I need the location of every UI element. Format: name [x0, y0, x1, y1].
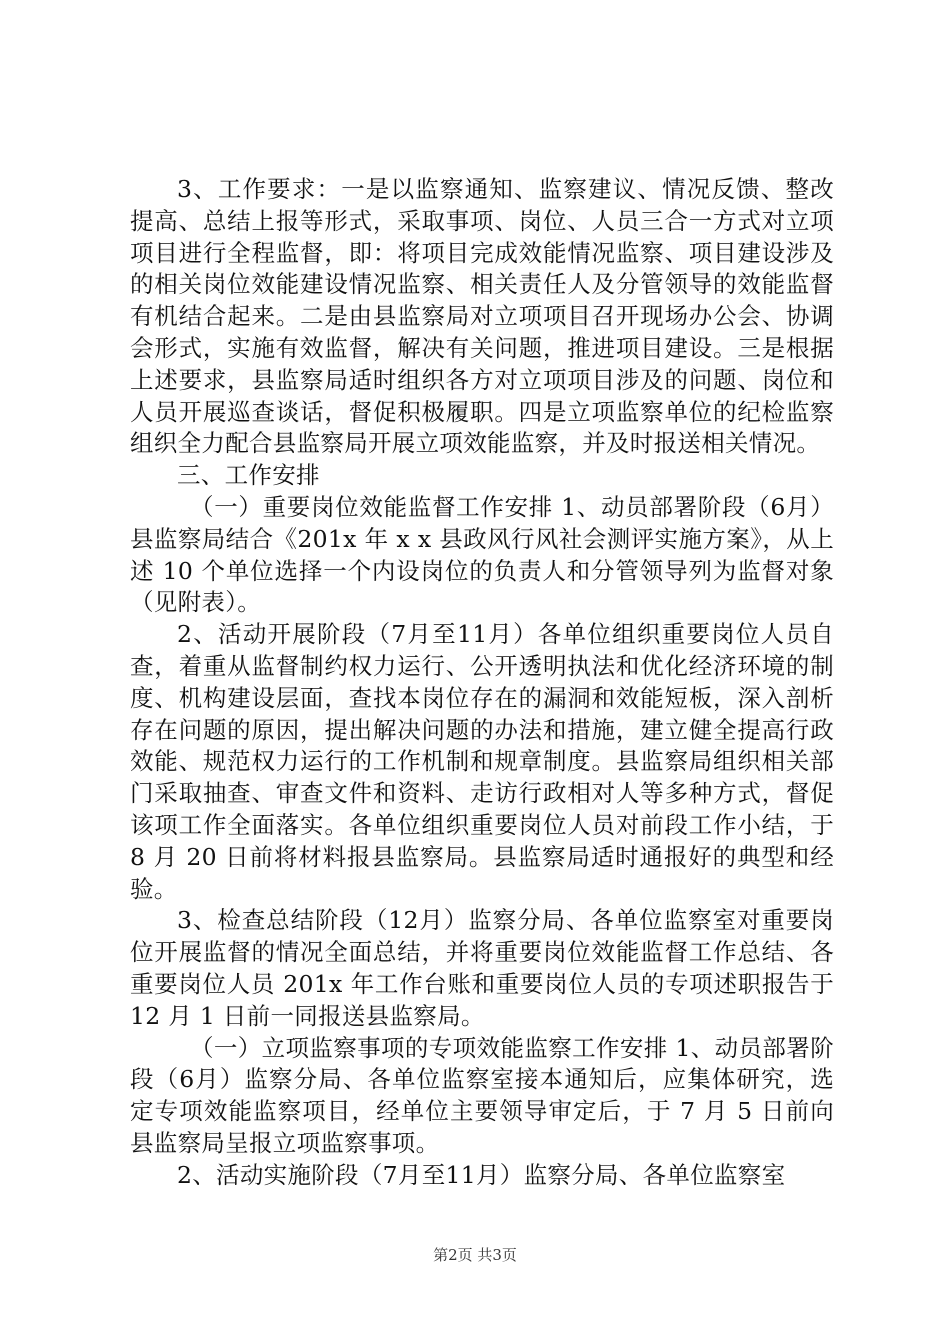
paragraph-work-requirements: 3、工作要求：一是以监察通知、监察建议、情况反馈、整改提高、总结上报等形式，采取事项、岗位、人员三合一方式对立项项目进行全程监督，即：将项目完成效能情况监察、项目建设涉及的相关岗位效能建设情况监察、相关责任人及分管领导的效能监督有机结合起来。二是由县监察局对立项项目召开现场办公会、协调会形式，实施有效监督，解决有关问题，推进项目建设。三是根据上述要求，县监察局适时组织各方对立项项目涉及的问题、岗位和人员开展巡查谈话，督促积极履职。四是立项监察单位的纪检监察组织全力配合县监察局开展立项效能监察，并及时报送相关情况。 — [130, 175, 834, 458]
paragraph-project-supervision: （一）立项监察事项的专项效能监察工作安排 1、动员部署阶段（6月）监察分局、各单位监察室接本通知后，应集体研究，选定专项效能监察项目，经单位主要领导审定后，于 7 月 5 日前向县监察局呈报立项监察事项。 — [130, 1033, 834, 1157]
paragraph-activity-stage: 2、活动开展阶段（7月至11月）各单位组织重要岗位人员自查，着重从监督制约权力运行、公开透明执法和优化经济环境的制度、机构建设层面，查找本岗位存在的漏洞和效能短板，深入剖析存在问题的原因，提出解决问题的办法和措施，建立健全提高行政效能、规范权力运行的工作机制和规章制度。县监察局组织相关部门采取抽查、审查文件和资料、走访行政相对人等多种方式，督促该项工作全面落实。各单位组织重要岗位人员对前段工作小结，于 8 月 20 日前将材料报县监察局。县监察局适时通报好的典型和经验。 — [130, 620, 834, 903]
paragraph-key-post-supervision: （一）重要岗位效能监督工作安排 1、动员部署阶段（6月）县监察局结合《201x 年 x x 县政风行风社会测评实施方案》，从上述 10 个单位选择一个内设岗位的负责人和分管领导列为监督对象（见附表）。 — [130, 492, 834, 617]
page-number-footer: 第2页 共3页 — [433, 1246, 517, 1264]
paragraph-inspection-summary-stage: 3、检查总结阶段（12月）监察分局、各单位监察室对重要岗位开展监督的情况全面总结，并将重要岗位效能监督工作总结、各重要岗位人员 201x 年工作台账和重要岗位人员的专项述职报告于 12 月 1 日前一同报送县监察局。 — [130, 906, 834, 1030]
paragraph-implementation-stage: 2、活动实施阶段（7月至11月）监察分局、各单位监察室 — [177, 1160, 786, 1189]
section-heading-work-arrangement: 三、工作安排 — [177, 461, 320, 490]
document-body — [130, 174, 834, 1192]
